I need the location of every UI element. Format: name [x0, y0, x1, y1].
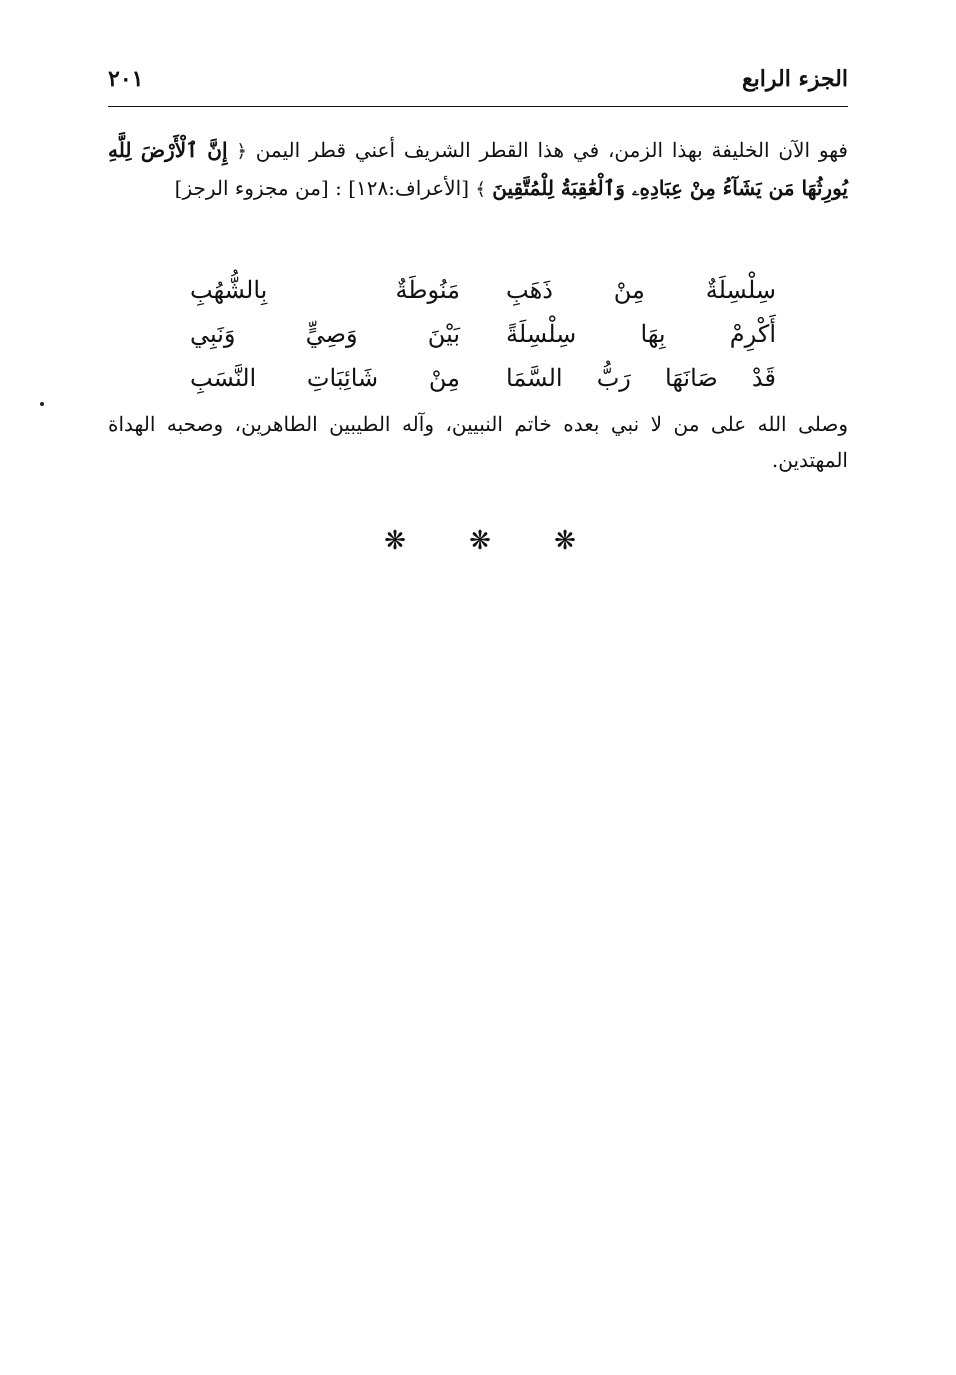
meter-note: : [من مجزوء الرجز]: [174, 176, 342, 200]
second-hemistich: مَنُوطَةٌ بِالشُّهُبِ: [190, 276, 460, 304]
asterism-icon: ❋: [469, 526, 491, 556]
poem-line: [190, 312, 776, 356]
second-hemistich: مِنْ شَائِبَاتِ النَّسَبِ: [190, 364, 460, 392]
section-separator: [360, 526, 600, 556]
closing-paragraph: [108, 406, 848, 478]
first-hemistich: قَدْ صَانَهَا رَبُّ السَّمَا: [506, 364, 776, 392]
close-brace: ﴾: [475, 179, 486, 200]
running-title: الجزء الرابع: [741, 66, 848, 92]
poem-line: [190, 356, 776, 400]
page-number: ٢٠١: [108, 66, 144, 92]
scan-speck: [40, 402, 44, 406]
closing-text: وصلى الله على من لا نبي بعده خاتم النبيين، وآله الطيبين الطاهرين، وصحبه الهداة المهتدين.: [108, 412, 849, 472]
header-rule: [108, 106, 848, 107]
poem-line: [190, 268, 776, 312]
open-brace: ﴿: [236, 141, 247, 162]
first-hemistich: أَكْرِمْ بِهَا سِلْسِلَةً: [506, 320, 776, 348]
asterism-icon: ❋: [554, 526, 576, 556]
poem: [190, 268, 776, 400]
asterism-icon: ❋: [384, 526, 406, 556]
page-header: [108, 60, 848, 100]
second-hemistich: بَيْنَ وَصِيٍّ وَنَبِي: [190, 320, 460, 348]
intro-paragraph: [108, 132, 848, 208]
paragraph-text: فهو الآن الخليفة بهذا الزمن، في هذا القطر الشريف أعني قطر اليمن: [255, 138, 848, 162]
verse-citation: [الأعراف:١٢٨]: [348, 176, 469, 200]
first-hemistich: سِلْسِلَةٌ مِنْ ذَهَبِ: [506, 276, 776, 304]
quran-verse: إِنَّ ٱلْأَرْضَ لِلَّهِ يُورِثُهَا مَن يَشَآءُ مِنْ عِبَادِهِۦ وَٱلْعَٰقِبَةُ لِلْمُتَّقِينَ: [108, 138, 848, 200]
